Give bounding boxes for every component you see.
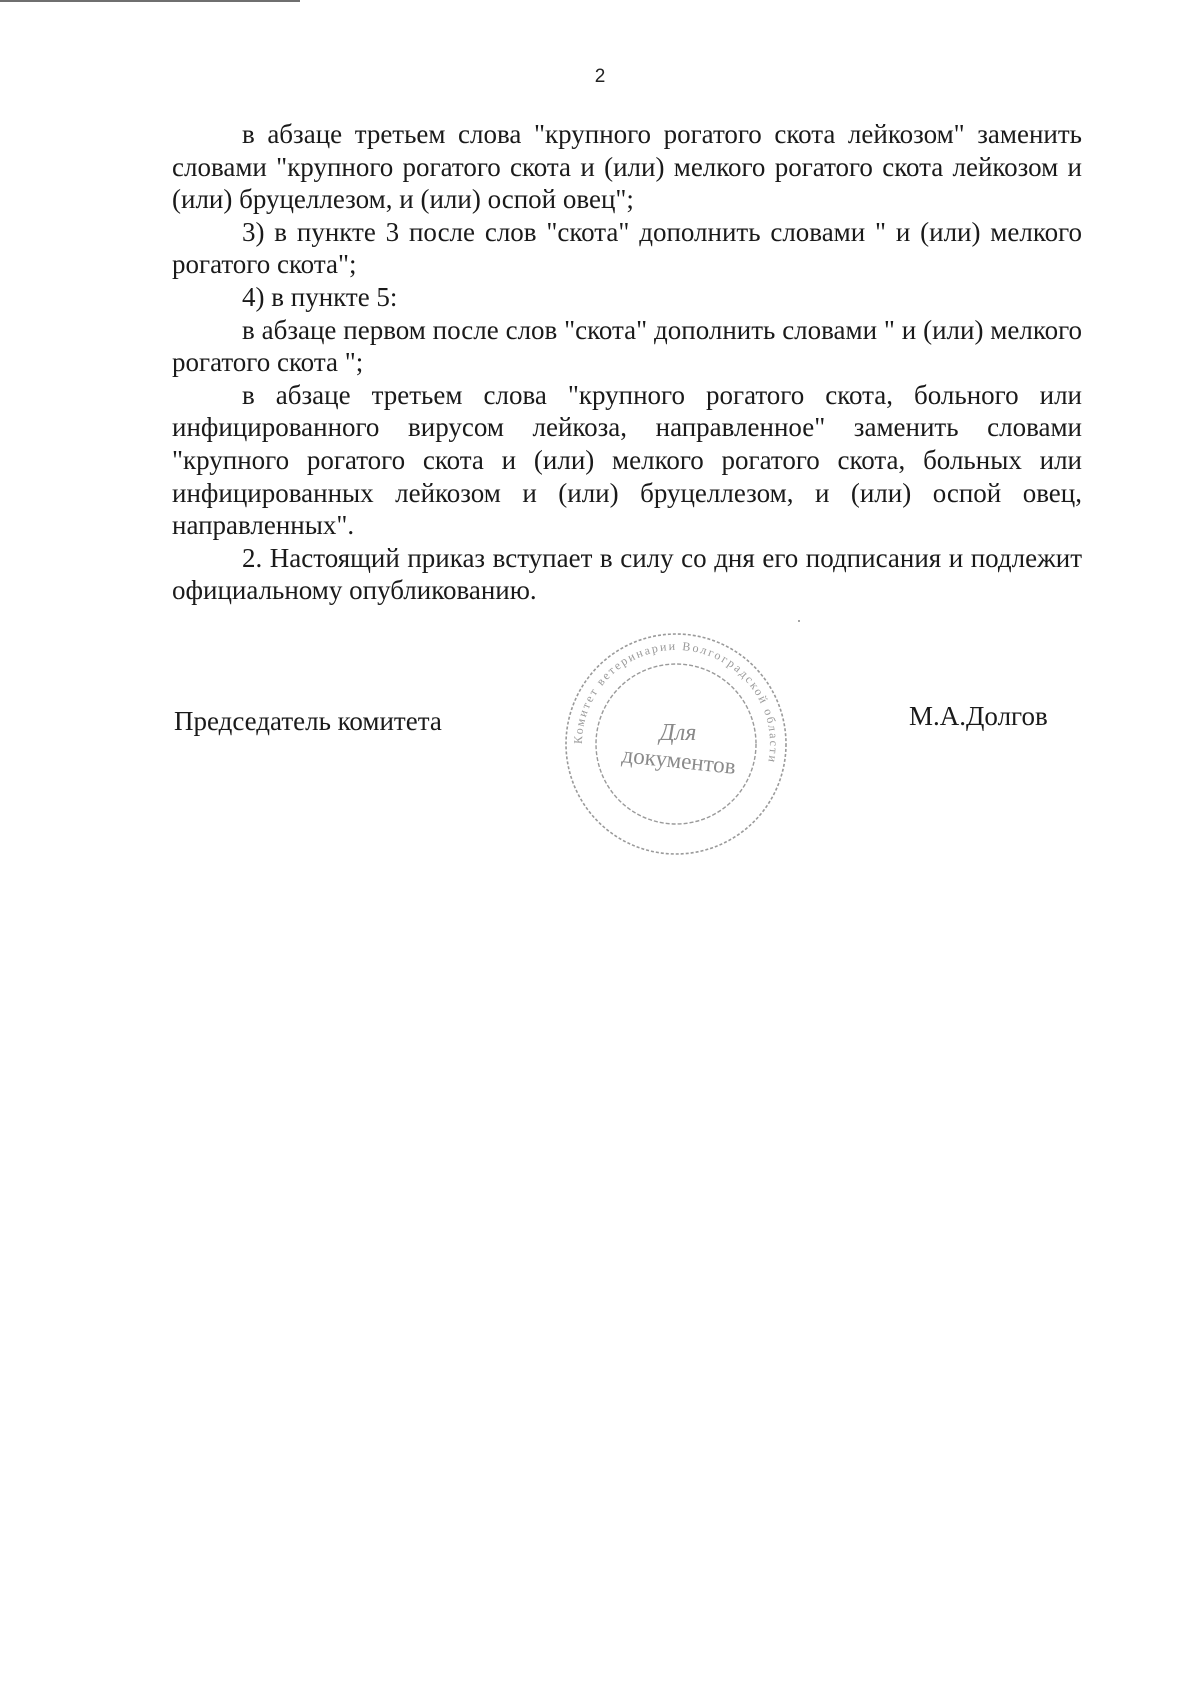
stamp-ring-text bbox=[571, 639, 781, 765]
stamp-graphic bbox=[560, 628, 792, 860]
scan-edge-line bbox=[0, 0, 300, 2]
paragraph: в абзаце третьем слова "крупного рогатого скота, больного или инфицированного вирусом лейкоза, направленное" заменить словами "крупного рогатого скота и (или) мелкого рогатого скота, больных или инфицированных лейкозом и (или) бруцеллезом, и (или) оспой овец, направленных". bbox=[172, 379, 1082, 541]
official-stamp bbox=[560, 628, 792, 860]
paragraph: 3) в пункте 3 после слов "скота" дополнить словами " и (или) мелкого рогатого скота"; bbox=[172, 216, 1082, 280]
stamp-ring-text-path: Комитет ветеринарии Волгоградской области bbox=[570, 638, 782, 766]
stamp-center-line1: Для bbox=[659, 720, 697, 746]
signature-title: Председатель комитета bbox=[174, 706, 442, 736]
stamp-center-line2: документов bbox=[620, 742, 737, 779]
page-number: 2 bbox=[594, 66, 606, 87]
scan-speck bbox=[798, 620, 800, 622]
document-body bbox=[172, 118, 1082, 607]
paragraph: 2. Настоящий приказ вступает в силу со дня его подписания и подлежит официальному опубликованию. bbox=[172, 542, 1082, 606]
signatory-name: М.А.Долгов bbox=[909, 701, 1048, 731]
paragraph: в абзаце третьем слова "крупного рогатого скота лейкозом" заменить словами "крупного рогатого скота и (или) мелкого рогатого скота лейкозом и (или) бруцеллезом, и (или) оспой овец"; bbox=[172, 119, 1082, 215]
paragraph: 4) в пункте 5: bbox=[242, 281, 398, 312]
paragraph: в абзаце первом после слов "скота" дополнить словами " и (или) мелкого рогатого скота "; bbox=[172, 314, 1082, 378]
